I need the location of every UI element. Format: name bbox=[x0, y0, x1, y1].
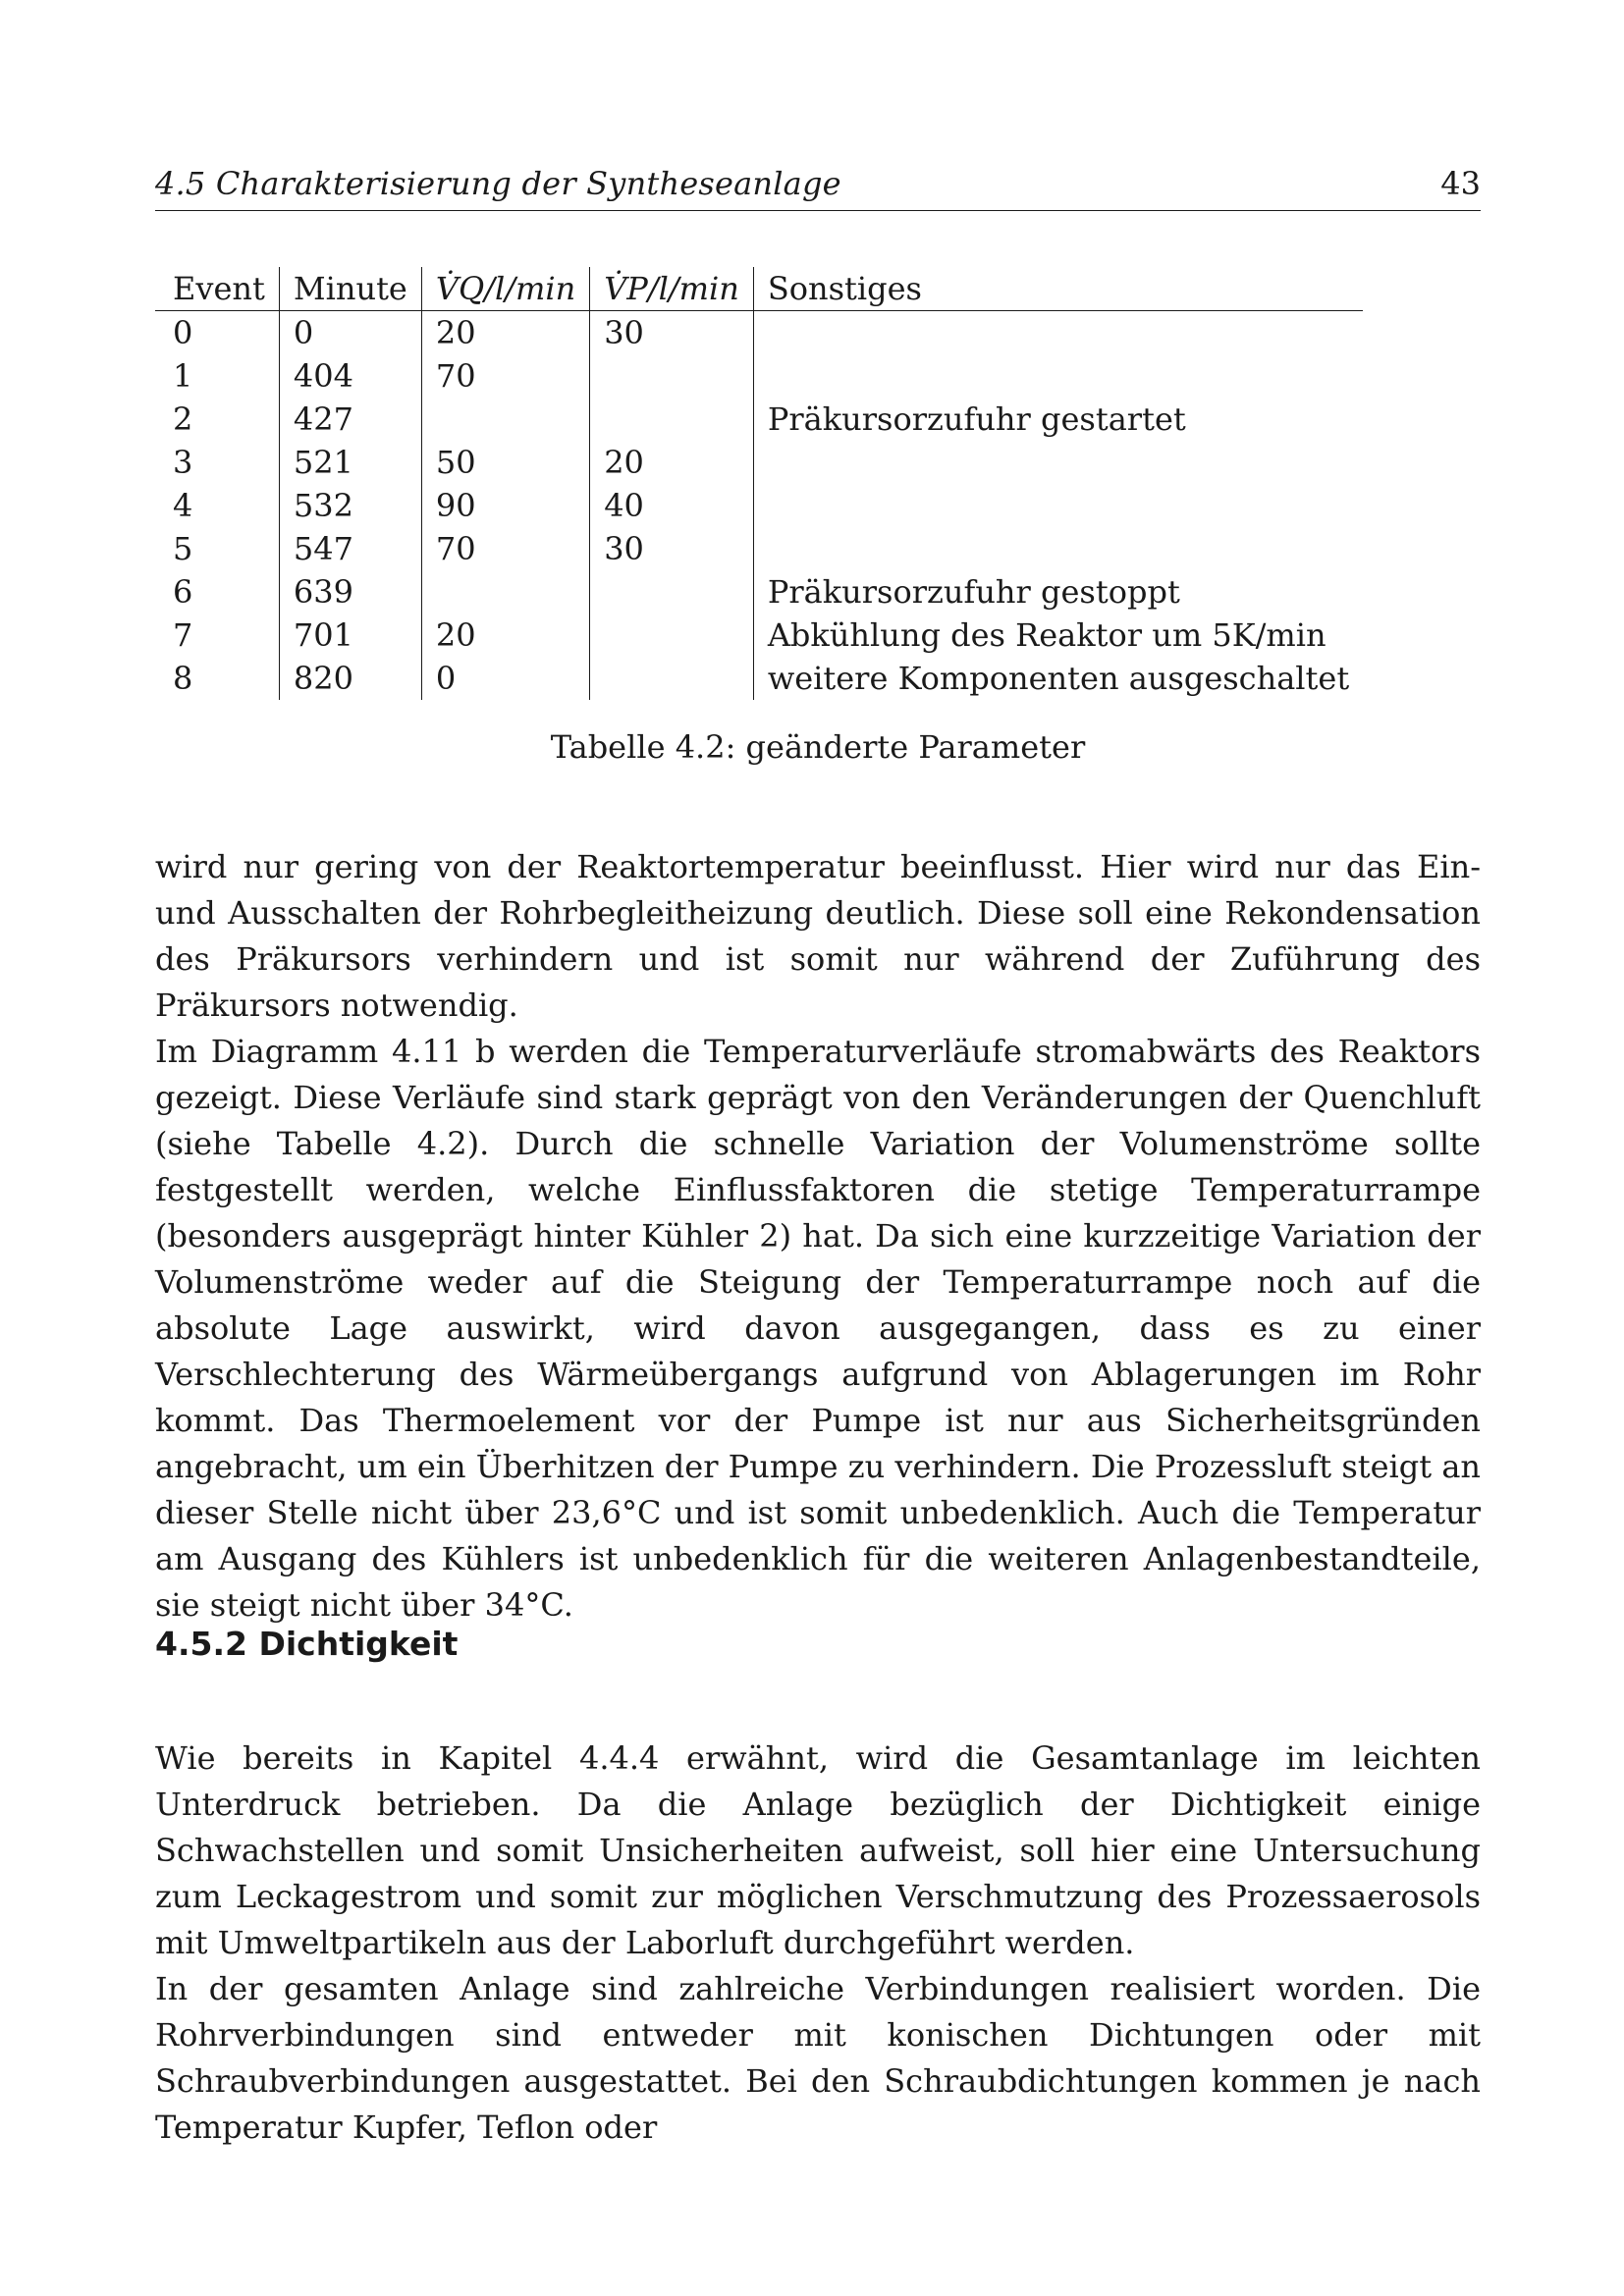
table-row bbox=[155, 570, 1363, 614]
table-cell: 8 bbox=[155, 657, 279, 700]
chapter-title: 4.5 Charakterisierung der Syntheseanlage bbox=[155, 165, 841, 202]
table-cell: Präkursorzufuhr gestoppt bbox=[767, 573, 1180, 611]
table-cell: 427 bbox=[279, 398, 421, 441]
table-cell bbox=[590, 614, 754, 657]
table-cell bbox=[590, 354, 754, 398]
page-number: 43 bbox=[1440, 165, 1481, 202]
table-cell: 90 bbox=[421, 484, 589, 527]
table-cell: 532 bbox=[279, 484, 421, 527]
table-cell: 40 bbox=[590, 484, 754, 527]
table-cell bbox=[753, 441, 1363, 484]
table-row bbox=[155, 527, 1363, 570]
section-heading: 4.5.2 Dichtigkeit bbox=[155, 1625, 459, 1663]
table-cell: 6 bbox=[155, 570, 279, 614]
table-cell: 50 bbox=[421, 441, 589, 484]
table-row bbox=[155, 398, 1363, 441]
table-cell bbox=[590, 657, 754, 700]
table-cell: 20 bbox=[421, 614, 589, 657]
table-row bbox=[155, 311, 1363, 355]
table-cell: weitere Komponenten ausgeschaltet bbox=[767, 660, 1350, 697]
paragraph-temperature-curves: Im Diagramm 4.11 b werden die Temperaturverläufe stromabwärts des Reaktors gezeigt. Diese Verläufe sind stark geprägt von den Veränderungen der Quenchluft (siehe Tabelle 4.2). Durch die schnelle Variation der Volumenströme sollte festgestellt werden, welche Einflussfaktoren die stetige Temperaturrampe (besonders ausgeprägt hinter Kühler 2) hat. Da sich eine kurzzeitige Variation der Volumenströme weder auf die Steigung der Temperaturrampe noch auf die absolute Lage auswirkt, wird davon ausgegangen, dass es zu einer Verschlechterung des Wärmeübergangs aufgrund von Ablagerungen im Rohr kommt. Das Thermoelement vor der Pumpe ist nur aus Sicherheitsgründen angebracht, um ein Überhitzen der Pumpe zu verhindern. Die Prozessluft steigt an dieser Stelle nicht über 23,6°C und ist somit unbedenklich. Auch die Temperatur am Ausgang des Kühlers ist unbedenklich für die weiteren Anlagenbestandteile, sie steigt nicht über 34°C. bbox=[155, 1033, 1481, 1624]
table-cell: 0 bbox=[155, 311, 279, 355]
table-cell: 0 bbox=[279, 311, 421, 355]
column-header: V̇Q/l/min bbox=[421, 267, 589, 311]
table-cell: 521 bbox=[279, 441, 421, 484]
parameter-table bbox=[155, 267, 1363, 700]
table-row bbox=[155, 354, 1363, 398]
table-cell: Präkursorzufuhr gestartet bbox=[767, 400, 1186, 438]
table-cell: 30 bbox=[590, 311, 754, 355]
column-header: V̇P/l/min bbox=[590, 267, 754, 311]
table-cell bbox=[421, 398, 589, 441]
table-cell bbox=[753, 484, 1363, 527]
table-cell: Abkühlung des Reaktor um 5K/min bbox=[767, 616, 1326, 654]
table-cell: 20 bbox=[590, 441, 754, 484]
column-header: Sonstiges bbox=[753, 267, 1363, 311]
table-cell bbox=[753, 354, 1363, 398]
table-cell: 1 bbox=[155, 354, 279, 398]
table-cell: 639 bbox=[279, 570, 421, 614]
table-cell bbox=[590, 398, 754, 441]
table-cell: 2 bbox=[155, 398, 279, 441]
table-row bbox=[155, 484, 1363, 527]
table-row bbox=[155, 441, 1363, 484]
paragraph-connections: In der gesamten Anlage sind zahlreiche Verbindungen realisiert worden. Die Rohrverbindungen sind entweder mit konischen Dichtungen oder mit Schraubverbindungen ausgestattet. Bei den Schraubdichtungen kommen je nach Temperatur Kupfer, Teflon oder bbox=[155, 1970, 1481, 2146]
table-cell: 20 bbox=[421, 311, 589, 355]
table-cell bbox=[590, 570, 754, 614]
table-cell: 30 bbox=[590, 527, 754, 570]
table-cell: 404 bbox=[279, 354, 421, 398]
table-cell bbox=[753, 527, 1363, 570]
table-cell: 7 bbox=[155, 614, 279, 657]
table-header-row bbox=[155, 267, 1363, 311]
table-cell: 820 bbox=[279, 657, 421, 700]
table-caption: Tabelle 4.2: geänderte Parameter bbox=[550, 728, 1086, 766]
table-cell: 701 bbox=[279, 614, 421, 657]
table-cell: 547 bbox=[279, 527, 421, 570]
table-row bbox=[155, 657, 1363, 700]
table-cell bbox=[753, 311, 1363, 355]
table-cell: 5 bbox=[155, 527, 279, 570]
table-cell: 0 bbox=[421, 657, 589, 700]
table-cell: 70 bbox=[421, 527, 589, 570]
table-cell bbox=[421, 570, 589, 614]
column-header: Event bbox=[155, 267, 279, 311]
column-header: Minute bbox=[279, 267, 421, 311]
table-cell: 70 bbox=[421, 354, 589, 398]
table-cell: 4 bbox=[155, 484, 279, 527]
table-row bbox=[155, 614, 1363, 657]
paragraph-continuation: wird nur gering von der Reaktortemperatur beeinflusst. Hier wird nur das Ein- und Ausschalten der Rohrbegleitheizung deutlich. Diese soll eine Rekondensation des Präkursors verhindern und ist somit nur während der Zuführung des Präkursors notwendig. bbox=[155, 848, 1481, 1024]
paragraph-tightness-intro: Wie bereits in Kapitel 4.4.4 erwähnt, wird die Gesamtanlage im leichten Unterdruck betrieben. Da die Anlage bezüglich der Dichtigkeit einige Schwachstellen und somit Unsicherheiten aufweist, soll hier eine Untersuchung zum Leckagestrom und somit zur möglichen Verschmutzung des Prozessaerosols mit Umweltpartikeln aus der Laborluft durchgeführt werden. bbox=[155, 1739, 1481, 1961]
table-cell: 3 bbox=[155, 441, 279, 484]
running-head bbox=[155, 165, 1481, 211]
